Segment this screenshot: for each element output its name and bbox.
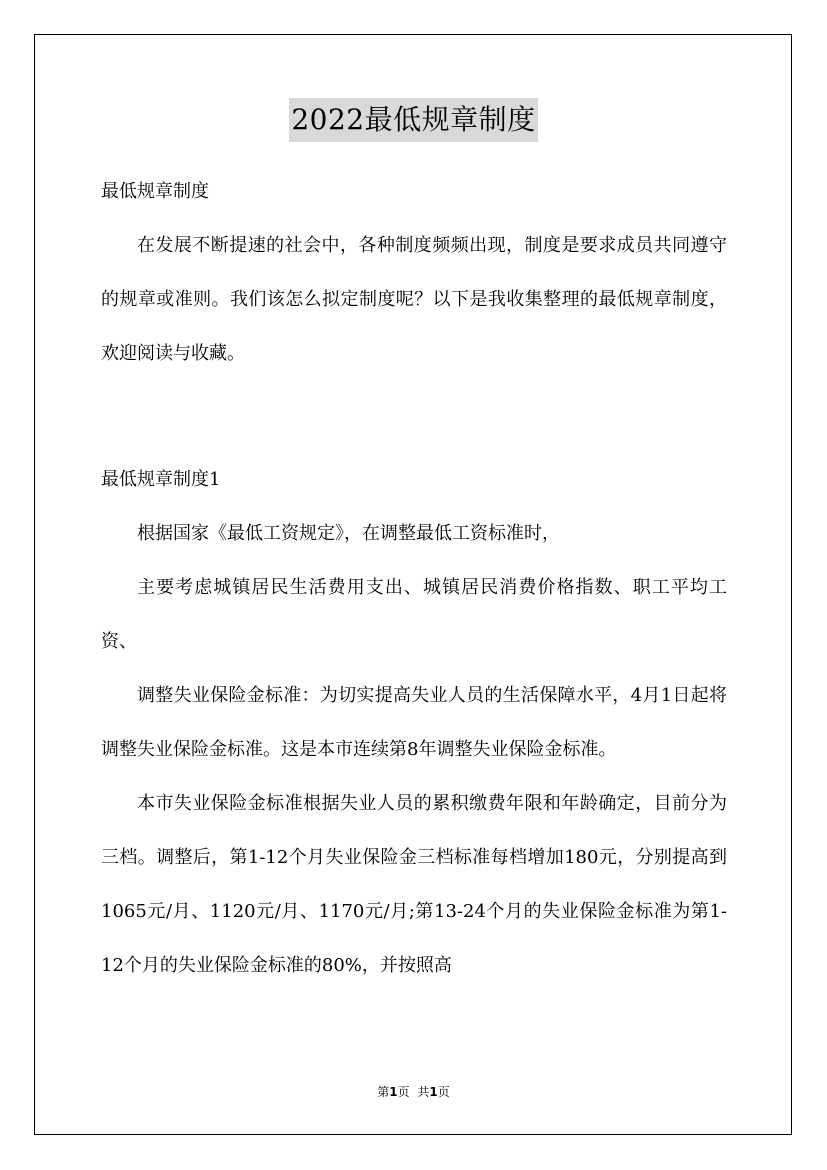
section1-paragraph-2: 主要考虑城镇居民生活费用支出、城镇居民消费价格指数、职工平均工资、 bbox=[101, 577, 727, 652]
section-spacer bbox=[101, 381, 727, 453]
footer-page-prefix: 第 bbox=[377, 1085, 390, 1099]
intro-paragraph: 在发展不断提速的社会中，各种制度频频出现，制度是要求成员共同遵守的规章或准则。我们该怎么拟定制度呢？以下是我收集整理的最低规章制度，欢迎阅读与收藏。 bbox=[101, 235, 727, 364]
document-title: 2022最低规章制度 bbox=[289, 98, 537, 142]
footer-total-suffix: 页 bbox=[437, 1085, 450, 1099]
page-footer bbox=[0, 1084, 827, 1100]
document-body bbox=[101, 165, 727, 993]
document-title-container bbox=[0, 98, 827, 142]
footer-page-current: 1 bbox=[389, 1085, 398, 1099]
section1-heading: 最低规章制度1 bbox=[101, 469, 221, 490]
intro-heading: 最低规章制度 bbox=[101, 181, 209, 202]
section1-paragraph-4: 本市失业保险金标准根据失业人员的累积缴费年限和年龄确定，目前分为三档。调整后，第1-12个月失业保险金三档标准每档增加180元，分别提高到1065元/月、1120元/月、1170元/月;第13-24个月的失业保险金标准为第1-12个月的失业保险金标准的80%，并按照高 bbox=[101, 793, 727, 976]
footer-total-prefix: 共 bbox=[417, 1085, 430, 1099]
section1-paragraph-3: 调整失业保险金标准：为切实提高失业人员的生活保障水平，4月1日起将调整失业保险金标准。这是本市连续第8年调整失业保险金标准。 bbox=[101, 685, 727, 760]
section1-paragraph-1: 根据国家《最低工资规定》，在调整最低工资标准时， bbox=[137, 523, 560, 544]
footer-page-total: 1 bbox=[429, 1085, 438, 1099]
footer-page-suffix: 页 bbox=[397, 1085, 410, 1099]
